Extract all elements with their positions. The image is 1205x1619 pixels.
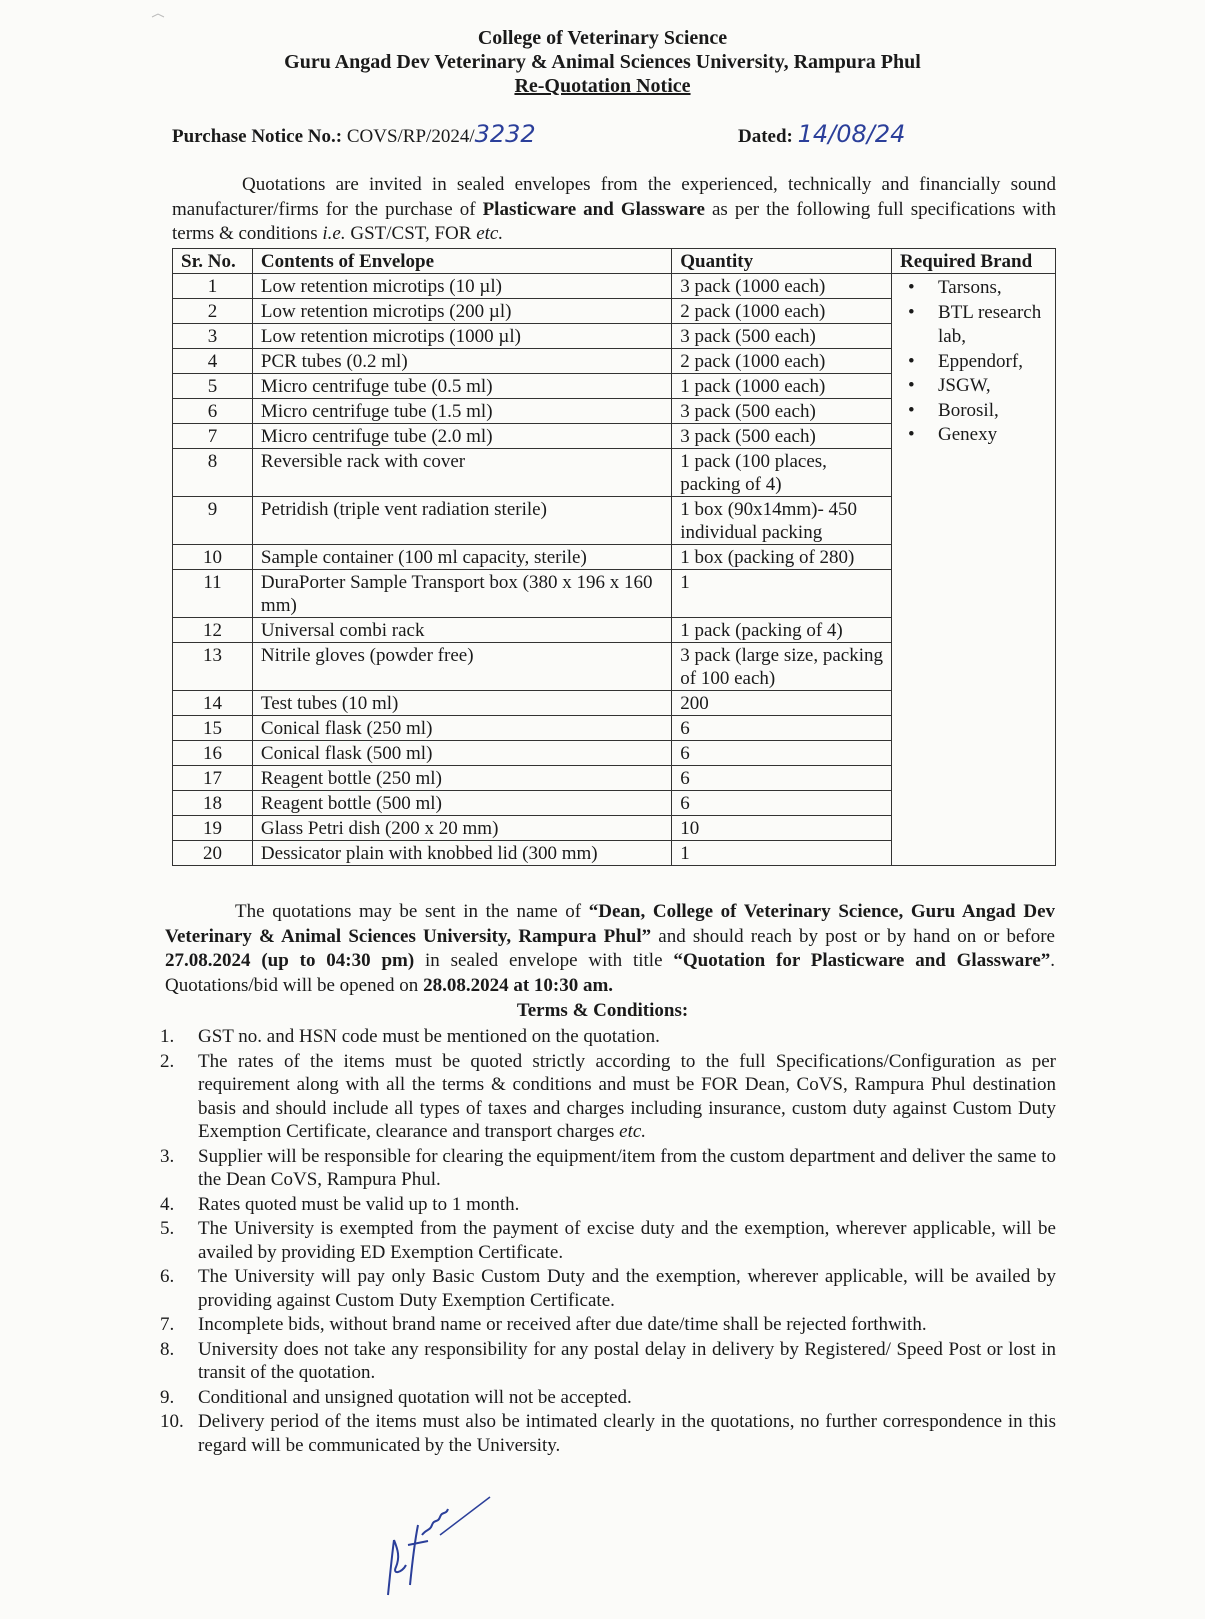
row-sr: 15: [173, 716, 253, 741]
dated-group: [738, 120, 905, 148]
row-content: Dessicator plain with knobbed lid (300 mm): [252, 841, 671, 866]
row-content: Reagent bottle (250 ml): [252, 766, 671, 791]
purchase-notice-label: Purchase Notice No.:: [172, 126, 343, 147]
row-sr: 14: [173, 691, 253, 716]
terms-item: [160, 1050, 1056, 1144]
terms-item: [160, 1386, 1056, 1410]
row-content: Micro centrifuge tube (1.5 ml): [252, 399, 671, 424]
row-sr: 8: [173, 449, 253, 497]
row-quantity: 2 pack (1000 each): [672, 349, 892, 374]
terms-title: Terms & Conditions:: [516, 1000, 689, 1021]
row-sr: 7: [173, 424, 253, 449]
terms-item-text: Delivery period of the items must also be intimated clearly in the quotations, no further correspondence in this regard will be communicated by the University.: [198, 1411, 1056, 1456]
row-content: Sample container (100 ml capacity, sterile): [252, 545, 671, 570]
dated-label: Dated:: [738, 126, 793, 147]
terms-item-text: Incomplete bids, without brand name or received after due date/time shall be rejected forthwith.: [198, 1314, 927, 1335]
terms-item: [160, 1313, 1056, 1337]
row-quantity: 3 pack (500 each): [672, 424, 892, 449]
items-table: [172, 248, 1056, 866]
row-quantity: 1 box (packing of 280): [672, 545, 892, 570]
row-content: Conical flask (500 ml): [252, 741, 671, 766]
terms-item-text: The rates of the items must be quoted strictly according to the full Specifications/Configuration as per requirement along with all the terms & conditions and must be FOR Dean, CoVS, Rampura Phul destination basis and should include all types of taxes and charges including insurance, custom duty against Custom Duty Exemption Certificate, clearance and transport charges: [198, 1050, 1056, 1142]
brand-list: [900, 275, 1047, 448]
intro-text-1: Quotations are invited in sealed envelopes from the experienced, technically and financially sound manufacturer/firms for the purchase of: [172, 174, 1056, 220]
row-content: Glass Petri dish (200 x 20 mm): [252, 816, 671, 841]
row-sr: 9: [173, 497, 253, 545]
intro-text-2: as per the following full specifications with terms & conditions: [172, 198, 1056, 244]
terms-item: [160, 1338, 1056, 1385]
terms-item-text: Conditional and unsigned quotation will not be accepted.: [198, 1386, 632, 1408]
sendto-bold-2: 27.08.2024 (up to 04:30 pm): [165, 950, 415, 971]
row-quantity: 10: [672, 816, 892, 841]
row-quantity: 1 box (90x14mm)- 450 individual packing: [672, 497, 892, 545]
scan-mark-icon: [150, 8, 170, 18]
terms-item: [160, 1025, 1056, 1049]
row-content: PCR tubes (0.2 ml): [252, 349, 671, 374]
required-brand-cell: [892, 274, 1056, 866]
purchase-notice-handwritten: 3232: [474, 120, 536, 148]
terms-item-text: The University is exempted from the payment of excise duty and the exemption, wherever applicable, will be availed by providing ED Exemption Certificate.: [198, 1218, 1056, 1263]
terms-item-number: 5.: [160, 1218, 175, 1239]
row-quantity: 1 pack (packing of 4): [672, 618, 892, 643]
sendto-bold-3: “Quotation for Plasticware and Glassware”: [673, 950, 1051, 971]
terms-item-number: 6.: [160, 1266, 175, 1287]
row-quantity: 1 pack (1000 each): [672, 374, 892, 399]
row-content: Micro centrifuge tube (0.5 ml): [252, 374, 671, 399]
sendto-text-2: and should reach by post or by hand on or before: [651, 925, 1055, 947]
brand-item: • Tarsons,: [900, 276, 1047, 301]
row-quantity: 6: [672, 791, 892, 816]
row-sr: 10: [173, 545, 253, 570]
sendto-bold-1: “Dean, College of Veterinary Science, Guru Angad Dev Veterinary & Animal Sciences University, Rampura Phul”: [165, 901, 1055, 947]
intro-bold: Plasticware and Glassware: [482, 198, 705, 220]
terms-item-text: Rates quoted must be valid up to 1 month.: [198, 1193, 520, 1215]
signature-icon: [380, 1495, 510, 1605]
terms-item-number: 7.: [160, 1314, 175, 1335]
row-sr: 11: [173, 570, 253, 618]
row-quantity: 1: [672, 841, 892, 866]
row-content: Test tubes (10 ml): [252, 691, 671, 716]
row-content: Low retention microtips (10 µl): [252, 274, 671, 299]
row-sr: 19: [173, 816, 253, 841]
terms-item-text: Supplier will be responsible for clearing the equipment/item from the custom department and deliver the same to the Dean CoVS, Rampura Phul.: [198, 1145, 1056, 1190]
sendto-text-3: in sealed envelope with title: [414, 950, 674, 971]
header-sr: Sr. No.: [173, 249, 253, 274]
table-header-row: [173, 249, 1056, 274]
terms-item: [160, 1265, 1056, 1312]
intro-paragraph: [172, 173, 1056, 247]
row-sr: 1: [173, 274, 253, 299]
row-sr: 18: [173, 791, 253, 816]
terms-item-number: 3.: [160, 1145, 175, 1167]
terms-item-number: 2.: [160, 1050, 175, 1072]
intro-text-3: GST/CST, FOR: [345, 223, 477, 244]
terms-item: [160, 1193, 1056, 1217]
row-quantity: 3 pack (500 each): [672, 324, 892, 349]
terms-item-number: 8.: [160, 1338, 175, 1360]
college-name: College of Veterinary Science: [477, 27, 728, 49]
table-row: [173, 274, 1056, 299]
row-quantity: 2 pack (1000 each): [672, 299, 892, 324]
row-quantity: 3 pack (1000 each): [672, 274, 892, 299]
university-name: Guru Angad Dev Veterinary & Animal Sciences University, Rampura Phul: [284, 51, 921, 73]
sendto-text-4: . Quotations/bid will be opened on: [165, 950, 1055, 996]
dated-handwritten: 14/08/24: [797, 120, 906, 148]
brand-item: • Eppendorf,: [900, 350, 1047, 375]
terms-item: [160, 1217, 1056, 1264]
sendto-bold-4: 28.08.2024 at 10:30 am.: [423, 974, 614, 996]
row-sr: 20: [173, 841, 253, 866]
terms-item-number: 4.: [160, 1193, 175, 1215]
row-quantity: 1: [672, 570, 892, 618]
row-content: Nitrile gloves (powder free): [252, 643, 671, 691]
header-brand: Required Brand: [892, 249, 1056, 274]
row-quantity: 6: [672, 741, 892, 766]
row-quantity: 3 pack (large size, packing of 100 each): [672, 643, 892, 691]
row-sr: 17: [173, 766, 253, 791]
terms-item-number: 1.: [160, 1026, 175, 1047]
brand-item: • JSGW,: [900, 374, 1047, 399]
row-quantity: 6: [672, 716, 892, 741]
terms-item-number: 10.: [160, 1411, 184, 1432]
terms-item: [160, 1145, 1056, 1192]
terms-item-italic: etc.: [619, 1121, 647, 1142]
submission-paragraph: [165, 900, 1055, 998]
row-quantity: 1 pack (100 places, packing of 4): [672, 449, 892, 497]
row-content: Conical flask (250 ml): [252, 716, 671, 741]
row-content: Universal combi rack: [252, 618, 671, 643]
row-sr: 16: [173, 741, 253, 766]
row-quantity: 3 pack (500 each): [672, 399, 892, 424]
intro-italic: i.e.: [322, 223, 346, 244]
brand-item: • Borosil,: [900, 399, 1047, 424]
row-content: DuraPorter Sample Transport box (380 x 196 x 160 mm): [252, 570, 671, 618]
header-contents: Contents of Envelope: [252, 249, 671, 274]
row-sr: 4: [173, 349, 253, 374]
brand-item: • BTL research lab,: [900, 301, 1047, 350]
purchase-notice-prefix: COVS/RP/2024/: [346, 126, 475, 147]
row-sr: 3: [173, 324, 253, 349]
terms-item: [160, 1410, 1056, 1457]
sendto-text-1: The quotations may be sent in the name of: [235, 901, 589, 922]
intro-italic-2: etc.: [476, 223, 504, 244]
row-sr: 2: [173, 299, 253, 324]
notice-title: Re-Quotation Notice: [514, 75, 691, 97]
row-sr: 13: [173, 643, 253, 691]
row-content: Low retention microtips (200 µl): [252, 299, 671, 324]
document-header: [0, 26, 1205, 98]
row-content: Micro centrifuge tube (2.0 ml): [252, 424, 671, 449]
row-quantity: 6: [672, 766, 892, 791]
row-sr: 5: [173, 374, 253, 399]
row-content: Petridish (triple vent radiation sterile): [252, 497, 671, 545]
terms-item-text: GST no. and HSN code must be mentioned on the quotation.: [198, 1026, 660, 1047]
terms-item-number: 9.: [160, 1386, 175, 1408]
row-content: Reversible rack with cover: [252, 449, 671, 497]
terms-item-text: The University will pay only Basic Custom Duty and the exemption, wherever applicable, will be availed by providing against Custom Duty Exemption Certificate.: [198, 1266, 1056, 1311]
terms-item-text: University does not take any responsibility for any postal delay in delivery by Registered/ Speed Post or lost in transit of the quotation.: [198, 1338, 1056, 1383]
terms-list: [160, 1025, 1056, 1458]
row-content: Reagent bottle (500 ml): [252, 791, 671, 816]
row-content: Low retention microtips (1000 µl): [252, 324, 671, 349]
row-quantity: 200: [672, 691, 892, 716]
purchase-notice-row: [172, 120, 1072, 154]
brand-item: • Genexy: [900, 423, 1047, 448]
row-sr: 6: [173, 399, 253, 424]
header-quantity: Quantity: [672, 249, 892, 274]
row-sr: 12: [173, 618, 253, 643]
